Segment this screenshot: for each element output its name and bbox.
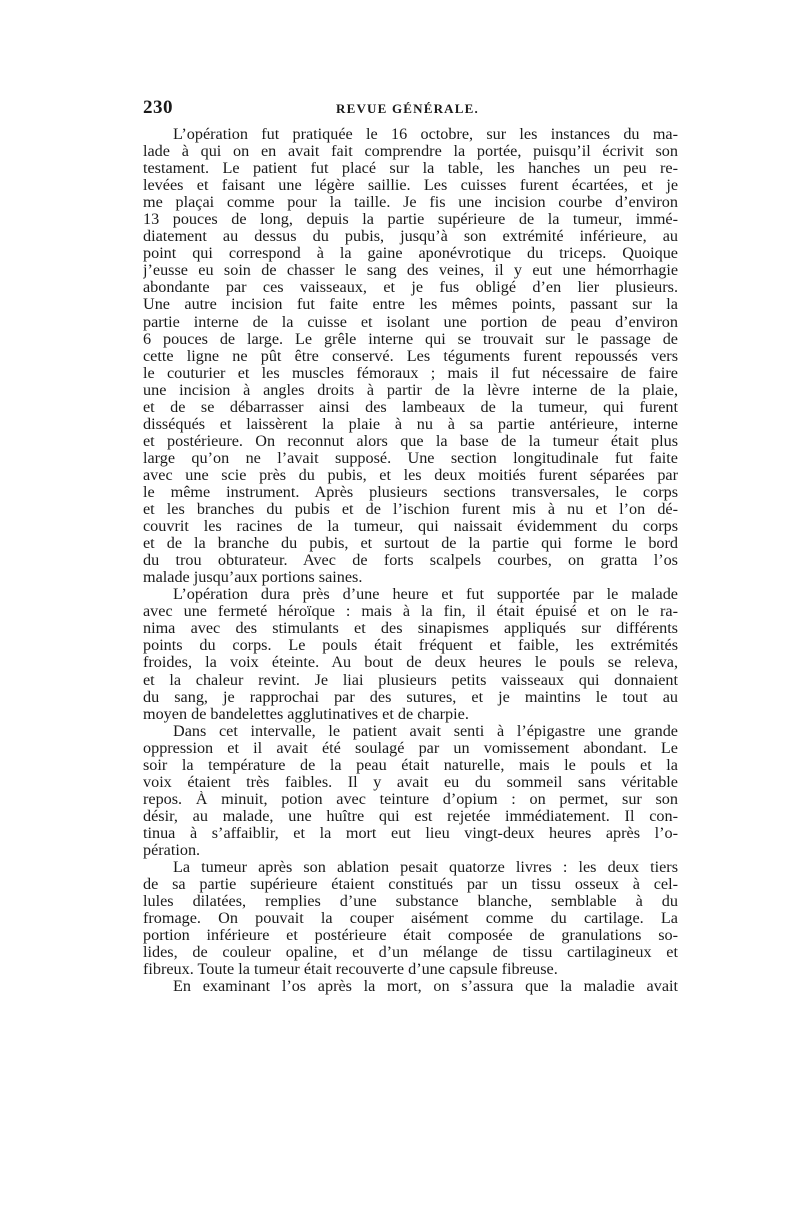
text-line: points du corps. Le pouls était fréquent et faible, les extrémités [143,637,678,655]
text-line: le même instrument. Après plusieurs sections transversales, le corps [143,483,678,501]
text-line: diatement au dessus du pubis, jusqu’à son extrémité inférieure, au [143,228,678,246]
text-line: soir la température de la peau était naturelle, mais le pouls et la [143,756,678,774]
text-line: et de la branche du pubis, et surtout de la partie qui forme le bord [143,535,678,553]
text-line: nima avec des stimulants et des sinapismes appliqués sur différents [143,620,678,638]
text-line: avec une fermeté héroïque : mais à la fin, il était épuisé et on le ra- [143,603,678,621]
text-line: oppression et il avait été soulagé par un vomissement abondant. Le [143,739,678,757]
text-line: 6 pouces de large. Le grêle interne qui se trouvait sur le passage de [143,330,678,348]
page-header [143,97,678,123]
text-line: du trou obturateur. Avec de forts scalpels courbes, on gratta l’os [143,552,678,570]
text-line: fromage. On pouvait la couper aisément comme du cartilage. La [143,910,678,928]
text-line: partie interne de la cuisse et isolant une portion de peau d’environ [143,313,678,331]
text-line: point qui correspond à la gaine aponévrotique du triceps. Quoique [143,245,678,263]
text-line: 13 pouces de long, depuis la partie supérieure de la tumeur, immé- [143,211,678,229]
text-line: le couturier et les muscles fémoraux ; mais il fut nécessaire de faire [143,364,678,382]
text-line: une incision à angles droits à partir de la lèvre interne de la plaie, [143,381,678,399]
text-line: repos. À minuit, potion avec teinture d’opium : on permet, sur son [143,790,678,808]
text-line: froides, la voix éteinte. Au bout de deux heures le pouls se releva, [143,654,678,672]
text-line: Dans cet intervalle, le patient avait senti à l’épigastre une grande [173,722,678,740]
text-line: tinua à s’affaiblir, et la mort eut lieu vingt-deux heures après l’o- [143,824,678,842]
text-line: et la chaleur revint. Je liai plusieurs petits vaisseaux qui donnaient [143,671,678,689]
text-line: L’opération fut pratiquée le 16 octobre, sur les instances du ma- [173,126,678,143]
text-line: disséqués et laissèrent la plaie à nu à sa partie antérieure, interne [143,415,678,433]
body-text [143,126,678,995]
text-line: voix étaient très faibles. Il y avait eu du sommeil sans véritable [143,773,678,791]
text-line: Une autre incision fut faite entre les mêmes points, passant sur la [143,296,678,314]
text-line: large qu’on ne l’avait supposé. Une section longitudinale fut faite [143,449,678,467]
running-title: REVUE GÉNÉRALE. [336,101,479,116]
text-line: et postérieure. On reconnut alors que la base de la tumeur était plus [143,432,678,450]
text-line: testament. Le patient fut placé sur la table, les hanches un peu re- [143,160,678,178]
text-line: lules dilatées, remplies d’une substance blanche, semblable à du [143,893,678,911]
text-line: et les branches du pubis et de l’ischion furent mis à nu et l’on dé- [143,501,678,519]
text-line: L’opération dura près d’une heure et fut supportée par le malade [173,586,678,604]
page-number: 230 [143,97,173,118]
text-line: malade jusqu’aux portions saines. [143,569,363,587]
text-line: du sang, je rapprochai par des sutures, et je maintins le tout au [143,688,678,706]
text-line: couvrit les racines de la tumeur, qui naissait évidemment du corps [143,518,678,536]
text-line: de sa partie supérieure étaient constitués par un tissu osseux à cel- [143,876,678,894]
text-line: pération. [143,841,201,859]
text-line: abondante par ces vaisseaux, et je fus obligé d’en lier plusieurs. [143,279,678,297]
text-line: La tumeur après son ablation pesait quatorze livres : les deux tiers [173,859,678,877]
text-line: cette ligne ne pût être conservé. Les téguments furent repoussés vers [143,347,678,365]
text-line: lade à qui on en avait fait comprendre la portée, puisqu’il écrivit son [143,143,678,161]
text-line: désir, au malade, une huître qui est rejetée immédiatement. Il con- [143,807,678,825]
text-line: En examinant l’os après la mort, on s’assura que la maladie avait [173,978,678,996]
text-line: lides, de couleur opaline, et d’un mélange de tissu cartilagineux et [143,944,678,962]
text-line: j’eusse eu soin de chasser le sang des veines, il y eut une hémorrhagie [143,262,678,280]
text-line: portion inférieure et postérieure était composée de granulations so- [143,927,678,945]
text-line: levées et faisant une légère saillie. Les cuisses furent écartées, et je [143,177,678,195]
text-line: moyen de bandelettes agglutinatives et de charpie. [143,705,469,723]
text-line: et de se débarrasser ainsi des lambeaux de la tumeur, qui furent [143,398,678,416]
text-line: me plaçai comme pour la taille. Je fis une incision courbe d’environ [143,194,678,212]
text-line: avec une scie près du pubis, et les deux moitiés furent séparées par [143,466,678,484]
text-line: fibreux. Toute la tumeur était recouverte d’une capsule fibreuse. [143,961,558,979]
